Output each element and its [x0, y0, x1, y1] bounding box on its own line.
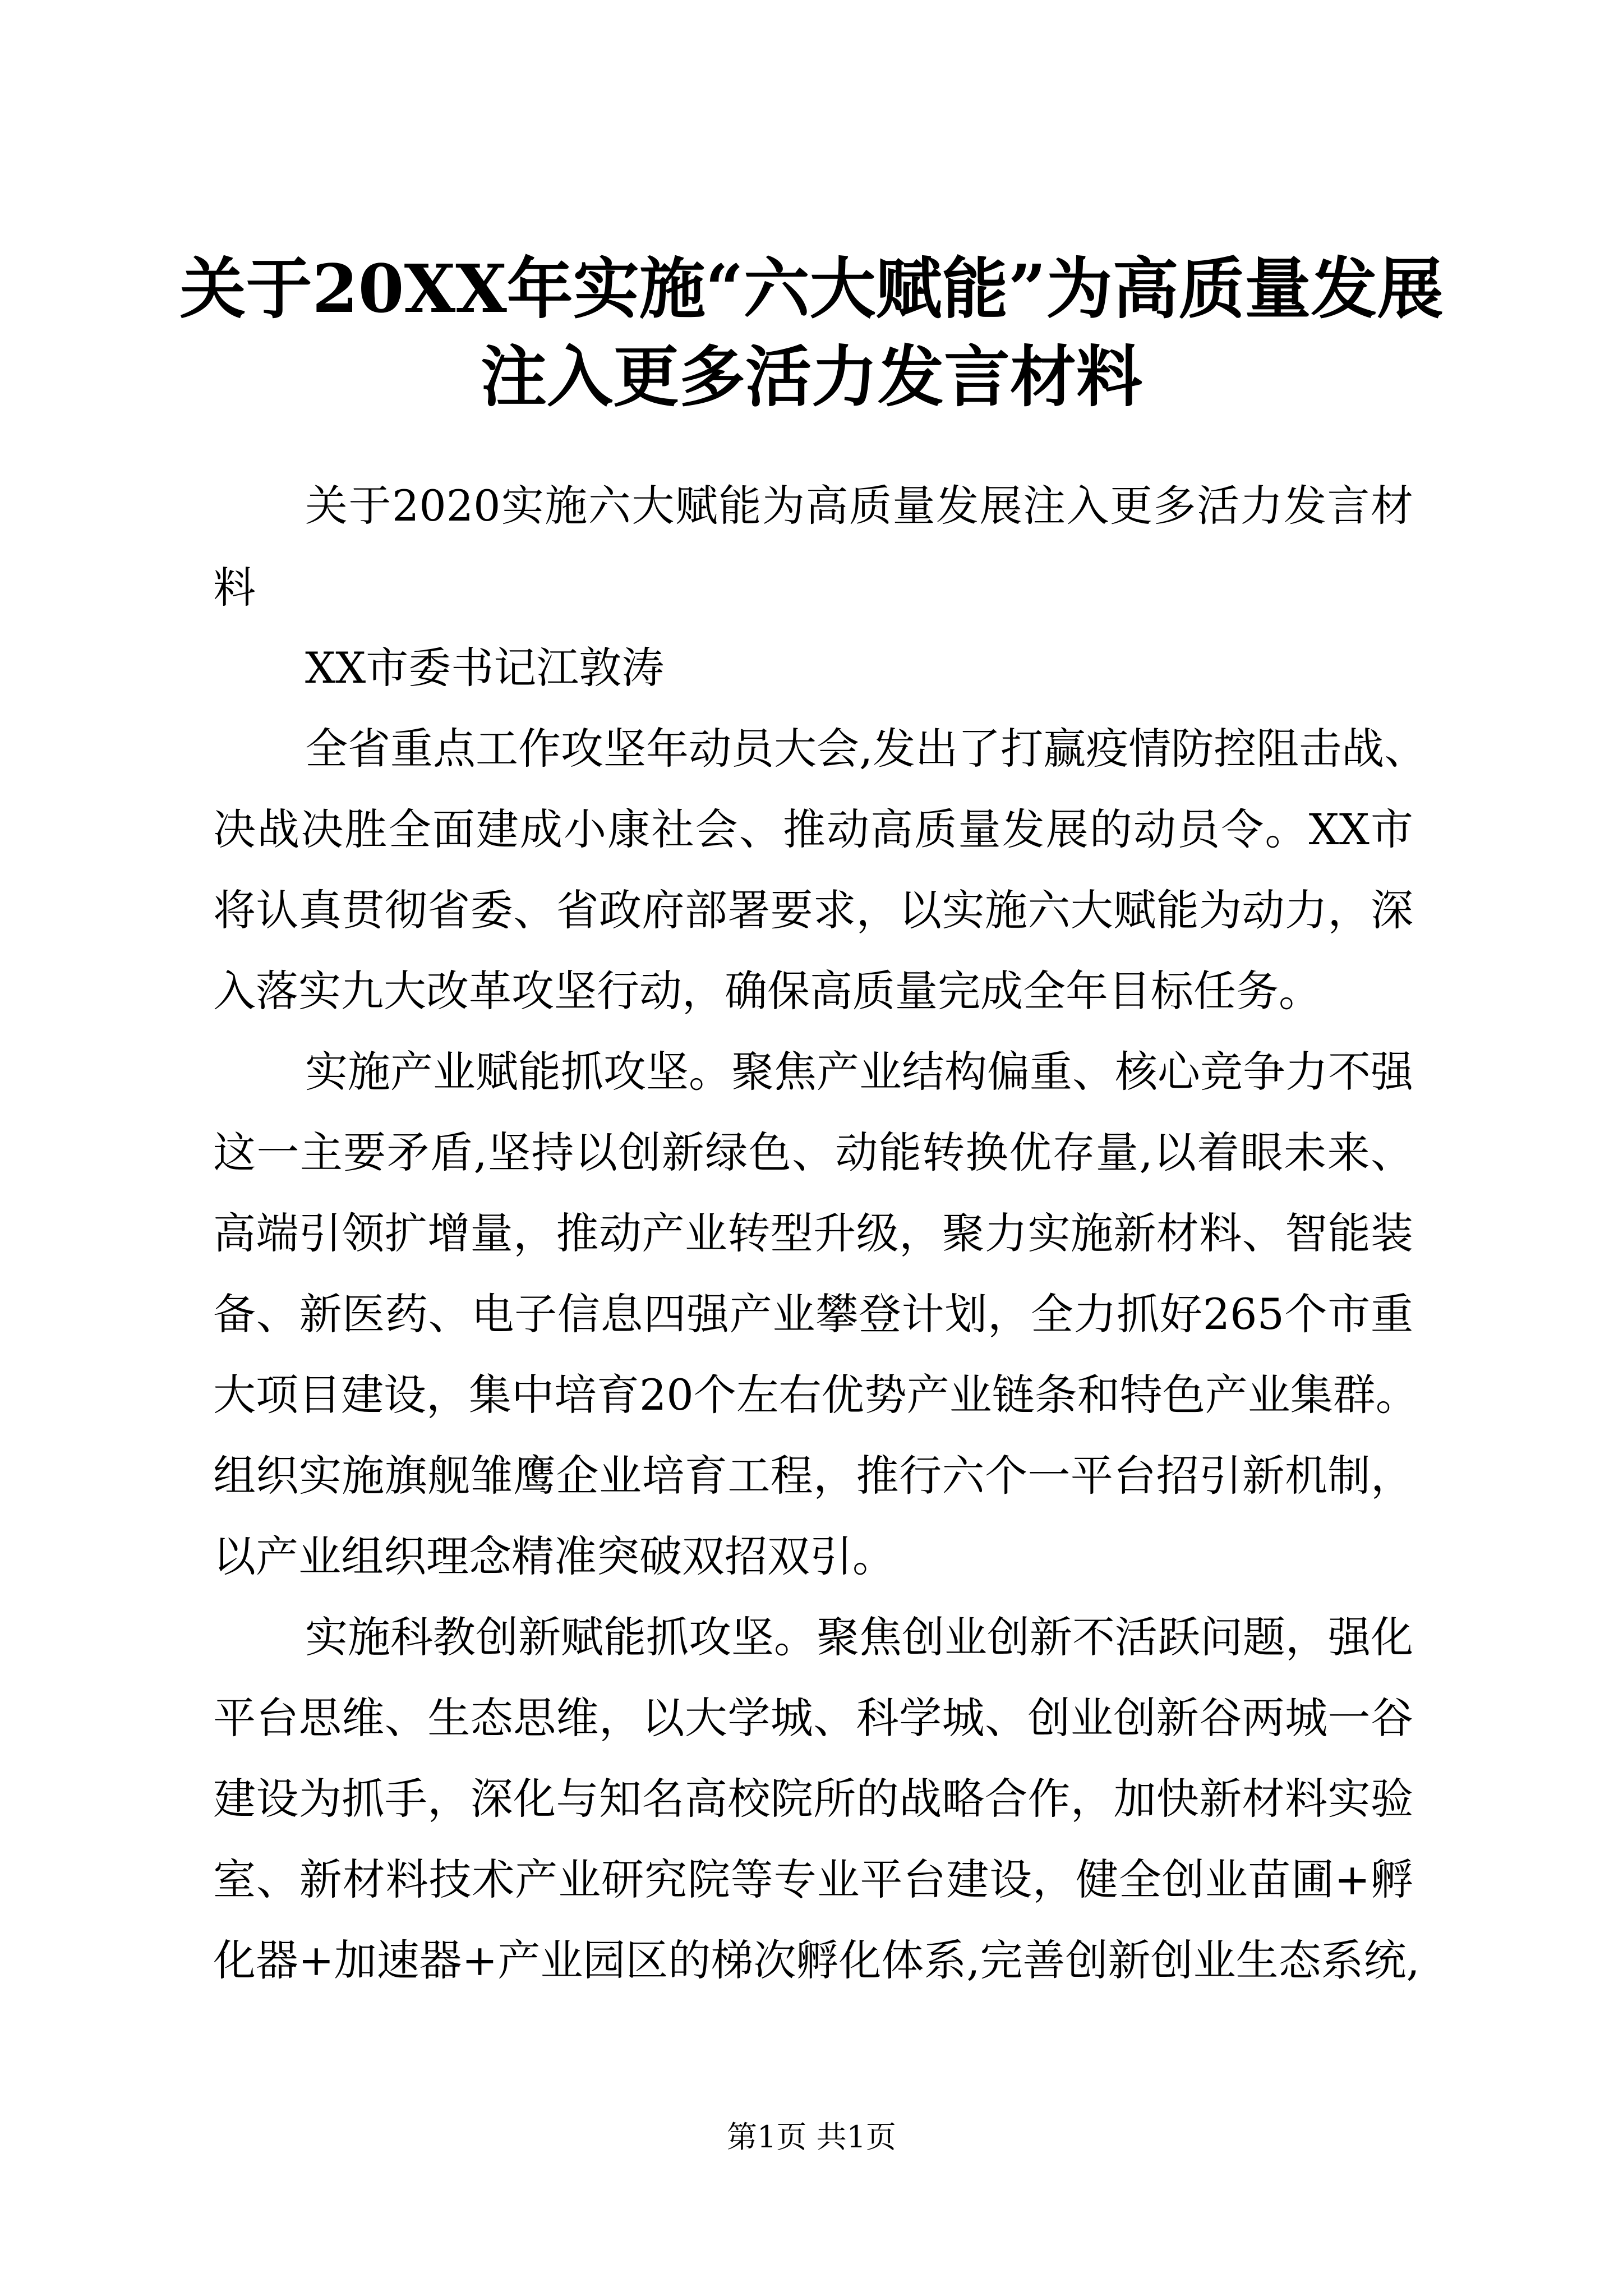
paragraph-line: 备、新医药、电子信息四强产业攀登计划，全力抓好265个市重 [213, 1289, 1413, 1339]
document-title-line-2: 注入更多活力发言材料 [480, 338, 1142, 416]
subtitle-line: 料 [213, 563, 256, 613]
paragraph-line: 全省重点工作攻坚年动员大会,发出了打赢疫情防控阻击战、 [305, 724, 1427, 774]
paragraph-line: 这一主要矛盾,坚持以创新绿色、动能转换优存量,以着眼未来、 [213, 1128, 1413, 1177]
paragraph-line: 组织实施旗舰雏鹰企业培育工程，推行六个一平台招引新机制， [213, 1451, 1413, 1501]
paragraph-line: 大项目建设，集中培育20个左右优势产业链条和特色产业集群。 [213, 1370, 1418, 1420]
paragraph-line: 入落实九大改革攻坚行动，确保高质量完成全年目标任务。 [213, 966, 1321, 1016]
paragraph-line: 建设为抓手，深化与知名高校院所的战略合作，加快新材料实验 [213, 1774, 1413, 1824]
paragraph-line: 高端引领扩增量，推动产业转型升级，聚力实施新材料、智能装 [213, 1208, 1413, 1258]
page-footer: 第1页 共1页 [727, 2119, 896, 2155]
document-title-line-1: 关于20XX年实施“六大赋能”为高质量发展 [179, 250, 1444, 328]
paragraph-line: 将认真贯彻省委、省政府部署要求，以实施六大赋能为动力，深 [213, 885, 1413, 935]
paragraph-line: 决战决胜全面建成小康社会、推动高质量发展的动员令。XX市 [213, 804, 1413, 854]
paragraph-line: 实施产业赋能抓攻坚。聚焦产业结构偏重、核心竞争力不强 [305, 1047, 1413, 1097]
paragraph-line: 平台思维、生态思维，以大学城、科学城、创业创新谷两城一谷 [213, 1693, 1413, 1743]
paragraph-line: 室、新材料技术产业研究院等专业平台建设，健全创业苗圃+孵 [213, 1855, 1413, 1904]
paragraph-line: 以产业组织理念精准突破双招双引。 [213, 1531, 895, 1581]
subtitle-line: 关于2020实施六大赋能为高质量发展注入更多活力发言材 [305, 481, 1413, 531]
paragraph-line: 化器+加速器+产业园区的梯次孵化体系,完善创新创业生态系统, [213, 1935, 1420, 1985]
author-line: XX市委书记江敦涛 [305, 643, 665, 693]
paragraph-line: 实施科教创新赋能抓攻坚。聚焦创业创新不活跃问题，强化 [305, 1612, 1413, 1662]
